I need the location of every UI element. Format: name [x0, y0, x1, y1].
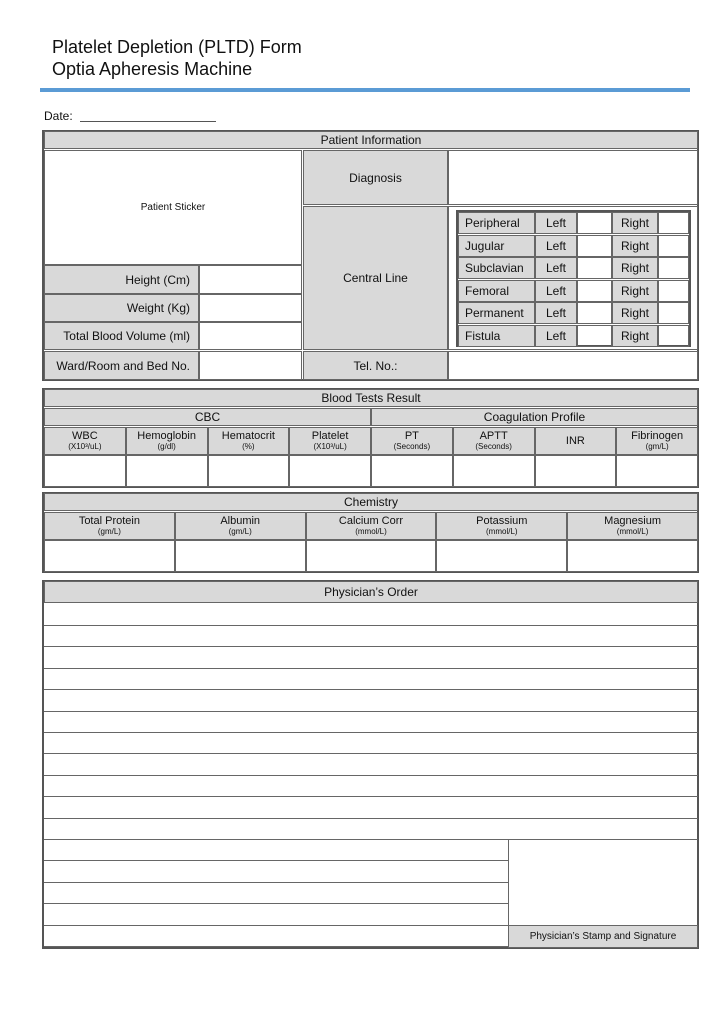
chemistry-test-unit: (mmol/L) [486, 527, 518, 536]
right-checkbox[interactable] [658, 280, 689, 302]
ward-field[interactable] [199, 351, 302, 380]
blood-test-value-field[interactable] [535, 455, 617, 487]
right-checkbox[interactable] [658, 325, 689, 347]
patient-sticker-area[interactable]: Patient Sticker [44, 150, 302, 265]
chemistry-value-field[interactable] [567, 540, 698, 572]
order-line[interactable] [44, 625, 698, 626]
left-checkbox[interactable] [577, 235, 612, 257]
chemistry-column-header [175, 512, 306, 540]
blood-test-column-header [44, 427, 126, 455]
left-checkbox[interactable] [577, 302, 612, 324]
order-line[interactable] [44, 775, 698, 776]
right-label: Right [612, 235, 658, 257]
coag-header: Coagulation Profile [371, 408, 698, 426]
blood-test-column-header [371, 427, 453, 455]
tbv-field[interactable] [199, 322, 302, 350]
order-line[interactable] [44, 860, 508, 861]
right-label: Right [612, 325, 658, 347]
central-line-label: Central Line [303, 206, 448, 350]
tel-field[interactable] [448, 351, 698, 380]
blood-test-name: Hematocrit [221, 430, 275, 442]
blood-test-name: PT [404, 430, 419, 442]
central-line-type: Peripheral [458, 212, 535, 234]
chemistry-test-unit: (gm/L) [228, 527, 252, 536]
left-label: Left [535, 257, 577, 279]
right-label: Right [612, 302, 658, 324]
chemistry-column-header [44, 512, 175, 540]
form-title [52, 36, 302, 80]
diagnosis-label: Diagnosis [303, 150, 448, 205]
chemistry-test-unit: (mmol/L) [355, 527, 387, 536]
right-label: Right [612, 212, 658, 234]
patient-info-header: Patient Information [44, 131, 698, 149]
left-checkbox[interactable] [577, 257, 612, 279]
title-divider [40, 88, 690, 92]
chemistry-value-field[interactable] [436, 540, 567, 572]
weight-label: Weight (Kg) [44, 294, 199, 322]
blood-test-value-field[interactable] [208, 455, 290, 487]
blood-test-name: Fibrinogen [631, 430, 684, 442]
blood-test-name: WBC [72, 430, 98, 442]
blood-test-column-header [535, 427, 617, 455]
blood-test-unit: (gm/L) [645, 442, 669, 451]
order-line[interactable] [44, 732, 698, 733]
blood-test-value-field[interactable] [371, 455, 453, 487]
right-checkbox[interactable] [658, 235, 689, 257]
chemistry-value-field[interactable] [175, 540, 306, 572]
tel-label: Tel. No.: [303, 351, 448, 380]
chemistry-column-header [436, 512, 567, 540]
order-line[interactable] [44, 903, 508, 904]
central-line-type: Femoral [458, 280, 535, 302]
chemistry-value-field[interactable] [44, 540, 175, 572]
blood-test-name: INR [565, 435, 585, 447]
blood-test-value-field[interactable] [44, 455, 126, 487]
blood-test-value-field[interactable] [453, 455, 535, 487]
stamp-label: Physician’s Stamp and Signature [508, 925, 698, 948]
right-label: Right [612, 257, 658, 279]
central-line-type: Permanent [458, 302, 535, 324]
blood-test-name: Hemoglobin [137, 430, 196, 442]
blood-test-column-header [453, 427, 535, 455]
order-line[interactable] [44, 818, 698, 819]
chemistry-column-header [567, 512, 698, 540]
chemistry-test-unit: (gm/L) [97, 527, 121, 536]
blood-test-unit: (Seconds) [475, 442, 512, 451]
chemistry-test-name: Magnesium [604, 515, 662, 527]
right-label: Right [612, 280, 658, 302]
diagnosis-field[interactable] [448, 150, 698, 205]
chemistry-test-unit: (mmol/L) [616, 527, 649, 536]
form-title-line2: Optia Apheresis Machine [52, 59, 253, 79]
tbv-label: Total Blood Volume (ml) [44, 322, 199, 350]
blood-test-unit: (X10³/uL) [313, 442, 347, 451]
left-checkbox[interactable] [577, 212, 612, 234]
right-checkbox[interactable] [658, 302, 689, 324]
order-line[interactable] [44, 796, 698, 797]
left-label: Left [535, 280, 577, 302]
order-line[interactable] [44, 946, 508, 947]
blood-test-unit: (%) [242, 442, 255, 451]
order-line[interactable] [44, 646, 698, 647]
right-checkbox[interactable] [658, 212, 689, 234]
cbc-header: CBC [44, 408, 371, 426]
order-line[interactable] [44, 668, 698, 669]
central-line-type: Jugular [458, 235, 535, 257]
height-field[interactable] [199, 265, 302, 294]
order-line[interactable] [44, 689, 698, 690]
order-line[interactable] [44, 711, 698, 712]
chemistry-column-header [306, 512, 437, 540]
order-line[interactable] [44, 925, 508, 926]
order-line[interactable] [44, 882, 508, 883]
height-label: Height (Cm) [44, 265, 199, 294]
ward-label: Ward/Room and Bed No. [44, 351, 199, 380]
blood-test-unit: (Seconds) [393, 442, 431, 451]
blood-test-name: Platelet [311, 430, 349, 442]
chemistry-test-name: Potassium [476, 515, 528, 527]
blood-test-unit: (X10³/uL) [68, 442, 102, 451]
physician-order-header: Physician’s Order [44, 581, 698, 603]
left-checkbox[interactable] [577, 280, 612, 302]
blood-test-column-header [126, 427, 208, 455]
blood-test-column-header [289, 427, 371, 455]
central-line-type: Fistula [458, 325, 535, 347]
left-label: Left [535, 302, 577, 324]
left-checkbox[interactable] [577, 325, 612, 347]
weight-field[interactable] [199, 294, 302, 322]
blood-test-name: APTT [479, 430, 508, 442]
right-checkbox[interactable] [658, 257, 689, 279]
chemistry-header: Chemistry [44, 493, 698, 511]
form-title-line1: Platelet Depletion (PLTD) Form [52, 37, 302, 57]
chemistry-test-name: Albumin [220, 515, 261, 527]
date-field[interactable] [80, 121, 216, 122]
blood-test-unit: (g/dl) [157, 442, 176, 451]
central-line-type: Subclavian [458, 257, 535, 279]
chemistry-value-field[interactable] [306, 540, 437, 572]
left-label: Left [535, 325, 577, 347]
blood-test-column-header [616, 427, 698, 455]
blood-test-column-header [208, 427, 290, 455]
blood-test-value-field[interactable] [616, 455, 698, 487]
chemistry-test-name: Total Protein [78, 515, 140, 527]
blood-test-value-field[interactable] [126, 455, 208, 487]
order-line[interactable] [44, 753, 698, 754]
left-label: Left [535, 212, 577, 234]
date-label: Date: [44, 109, 73, 123]
blood-tests-header: Blood Tests Result [44, 389, 698, 407]
chemistry-test-name: Calcium Corr [338, 515, 404, 527]
left-label: Left [535, 235, 577, 257]
blood-test-value-field[interactable] [289, 455, 371, 487]
